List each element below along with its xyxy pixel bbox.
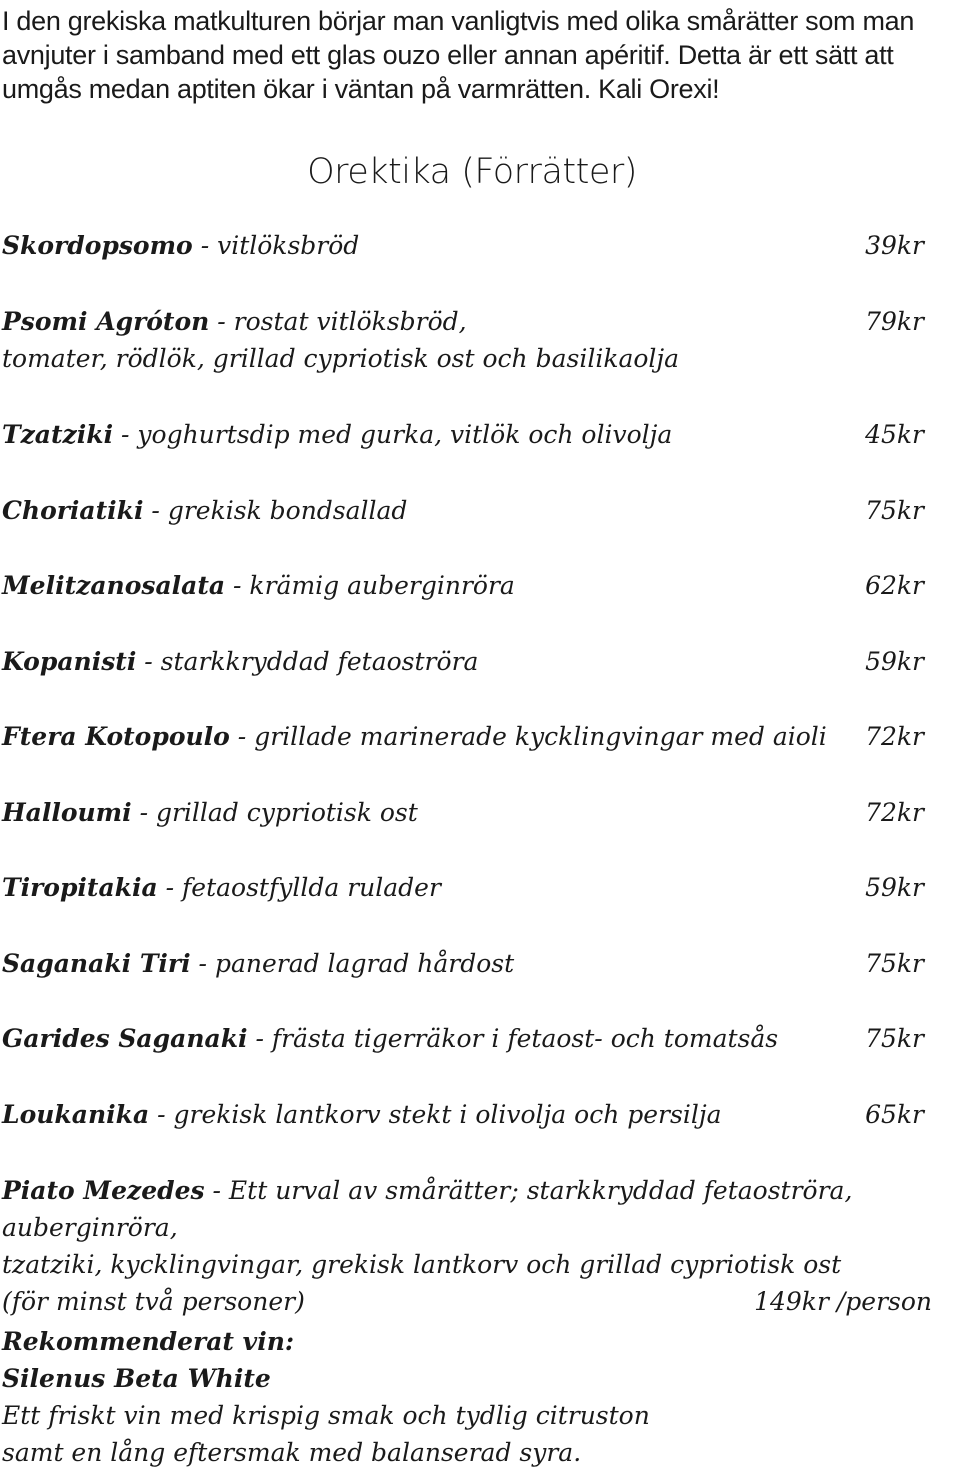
menu-item: [2, 1020, 952, 1057]
menu-item: [2, 227, 952, 264]
item-price: 79kr: [865, 307, 924, 336]
intro-paragraph: I den grekiska matkulturen börjar man vanligtvis med olika smårätter som man avnjuter i samband med ett glas ouzo eller annan apéritif. Detta är ett sätt att umgås medan aptiten ökar i väntan på varmrätten. Kali Orexi!: [2, 6, 915, 104]
item-name: Tiropitakia: [2, 873, 158, 902]
item-desc: - grillad cypriotisk ost: [131, 798, 418, 827]
menu-item: [2, 492, 952, 529]
item-name: Psomi Agróton: [2, 307, 210, 336]
item-price: 62kr: [865, 571, 924, 600]
menu-item: [2, 567, 952, 604]
wine-line2: samt en lång eftersmak med balanserad syra.: [2, 1438, 582, 1467]
item-desc: - yoghurtsdip med gurka, vitlök och olivolja: [113, 420, 673, 449]
item-desc: - grillade marinerade kycklingvingar med aioli: [229, 722, 827, 751]
menu-item: [2, 794, 952, 831]
item-name: Tzatziki: [2, 420, 114, 449]
item-desc: - grekisk lantkorv stekt i olivolja och persilja: [149, 1100, 722, 1129]
item-desc: - rostat vitlöksbröd,: [209, 307, 467, 336]
menu-item: [2, 1096, 952, 1133]
item-price: 72kr: [865, 722, 924, 751]
mezedes-item: [2, 1172, 942, 1320]
item-desc: - vitlöksbröd: [192, 231, 360, 260]
item-desc-line2: tomater, rödlök, grillad cypriotisk ost och basilikaolja: [2, 344, 680, 373]
wine-recommendation: [2, 1323, 942, 1471]
item-name: Kopanisti: [2, 647, 137, 676]
menu-item: [2, 945, 952, 982]
menu-item: [2, 416, 952, 453]
item-price: 59kr: [865, 647, 924, 676]
item-price: 65kr: [865, 1100, 924, 1129]
item-price: 75kr: [865, 949, 924, 978]
item-desc: - starkkryddad fetaoströra: [136, 647, 479, 676]
item-name: Garides Saganaki: [2, 1024, 248, 1053]
item-name: Saganaki Tiri: [2, 949, 191, 978]
item-price: 39kr: [865, 231, 924, 260]
item-desc: - krämig auberginröra: [225, 571, 515, 600]
item-name: Loukanika: [2, 1100, 150, 1129]
item-name: Choriatiki: [2, 496, 144, 525]
item-name: Halloumi: [2, 798, 132, 827]
item-price: 59kr: [865, 873, 924, 902]
menu-item: [2, 643, 952, 680]
item-desc: - grekisk bondsallad: [143, 496, 408, 525]
item-name: Skordopsomo: [2, 231, 193, 260]
wine-name: Silenus Beta White: [2, 1364, 271, 1393]
item-price: 75kr: [865, 1024, 924, 1053]
menu-item: [2, 303, 952, 377]
item-desc: - frästa tigerräkor i fetaost- och tomatsås: [247, 1024, 779, 1053]
menu-item: [2, 869, 952, 906]
item-name: Melitzanosalata: [2, 571, 226, 600]
mezedes-price: 149kr /person: [754, 1287, 932, 1316]
mezedes-line2: tzatziki, kycklingvingar, grekisk lantkorv och grillad cypriotisk ost: [2, 1250, 842, 1279]
mezedes-line3: (för minst två personer): [2, 1287, 305, 1316]
wine-heading: Rekommenderat vin:: [2, 1327, 295, 1356]
item-desc: - panerad lagrad hårdost: [190, 949, 515, 978]
section-heading: Orektika (Förrätter): [307, 152, 637, 192]
mezedes-name: Piato Mezedes: [2, 1176, 205, 1205]
item-price: 72kr: [865, 798, 924, 827]
item-desc: - fetaostfyllda rulader: [157, 873, 441, 902]
wine-line1: Ett friskt vin med krispig smak och tydlig citruston: [2, 1401, 650, 1430]
item-price: 45kr: [865, 420, 924, 449]
menu-item: [2, 718, 952, 755]
item-price: 75kr: [865, 496, 924, 525]
item-name: Ftera Kotopoulo: [2, 722, 230, 751]
mezedes-line1: - Ett urval av smårätter; starkkryddad fetaoströra, auberginröra,: [2, 1176, 853, 1242]
